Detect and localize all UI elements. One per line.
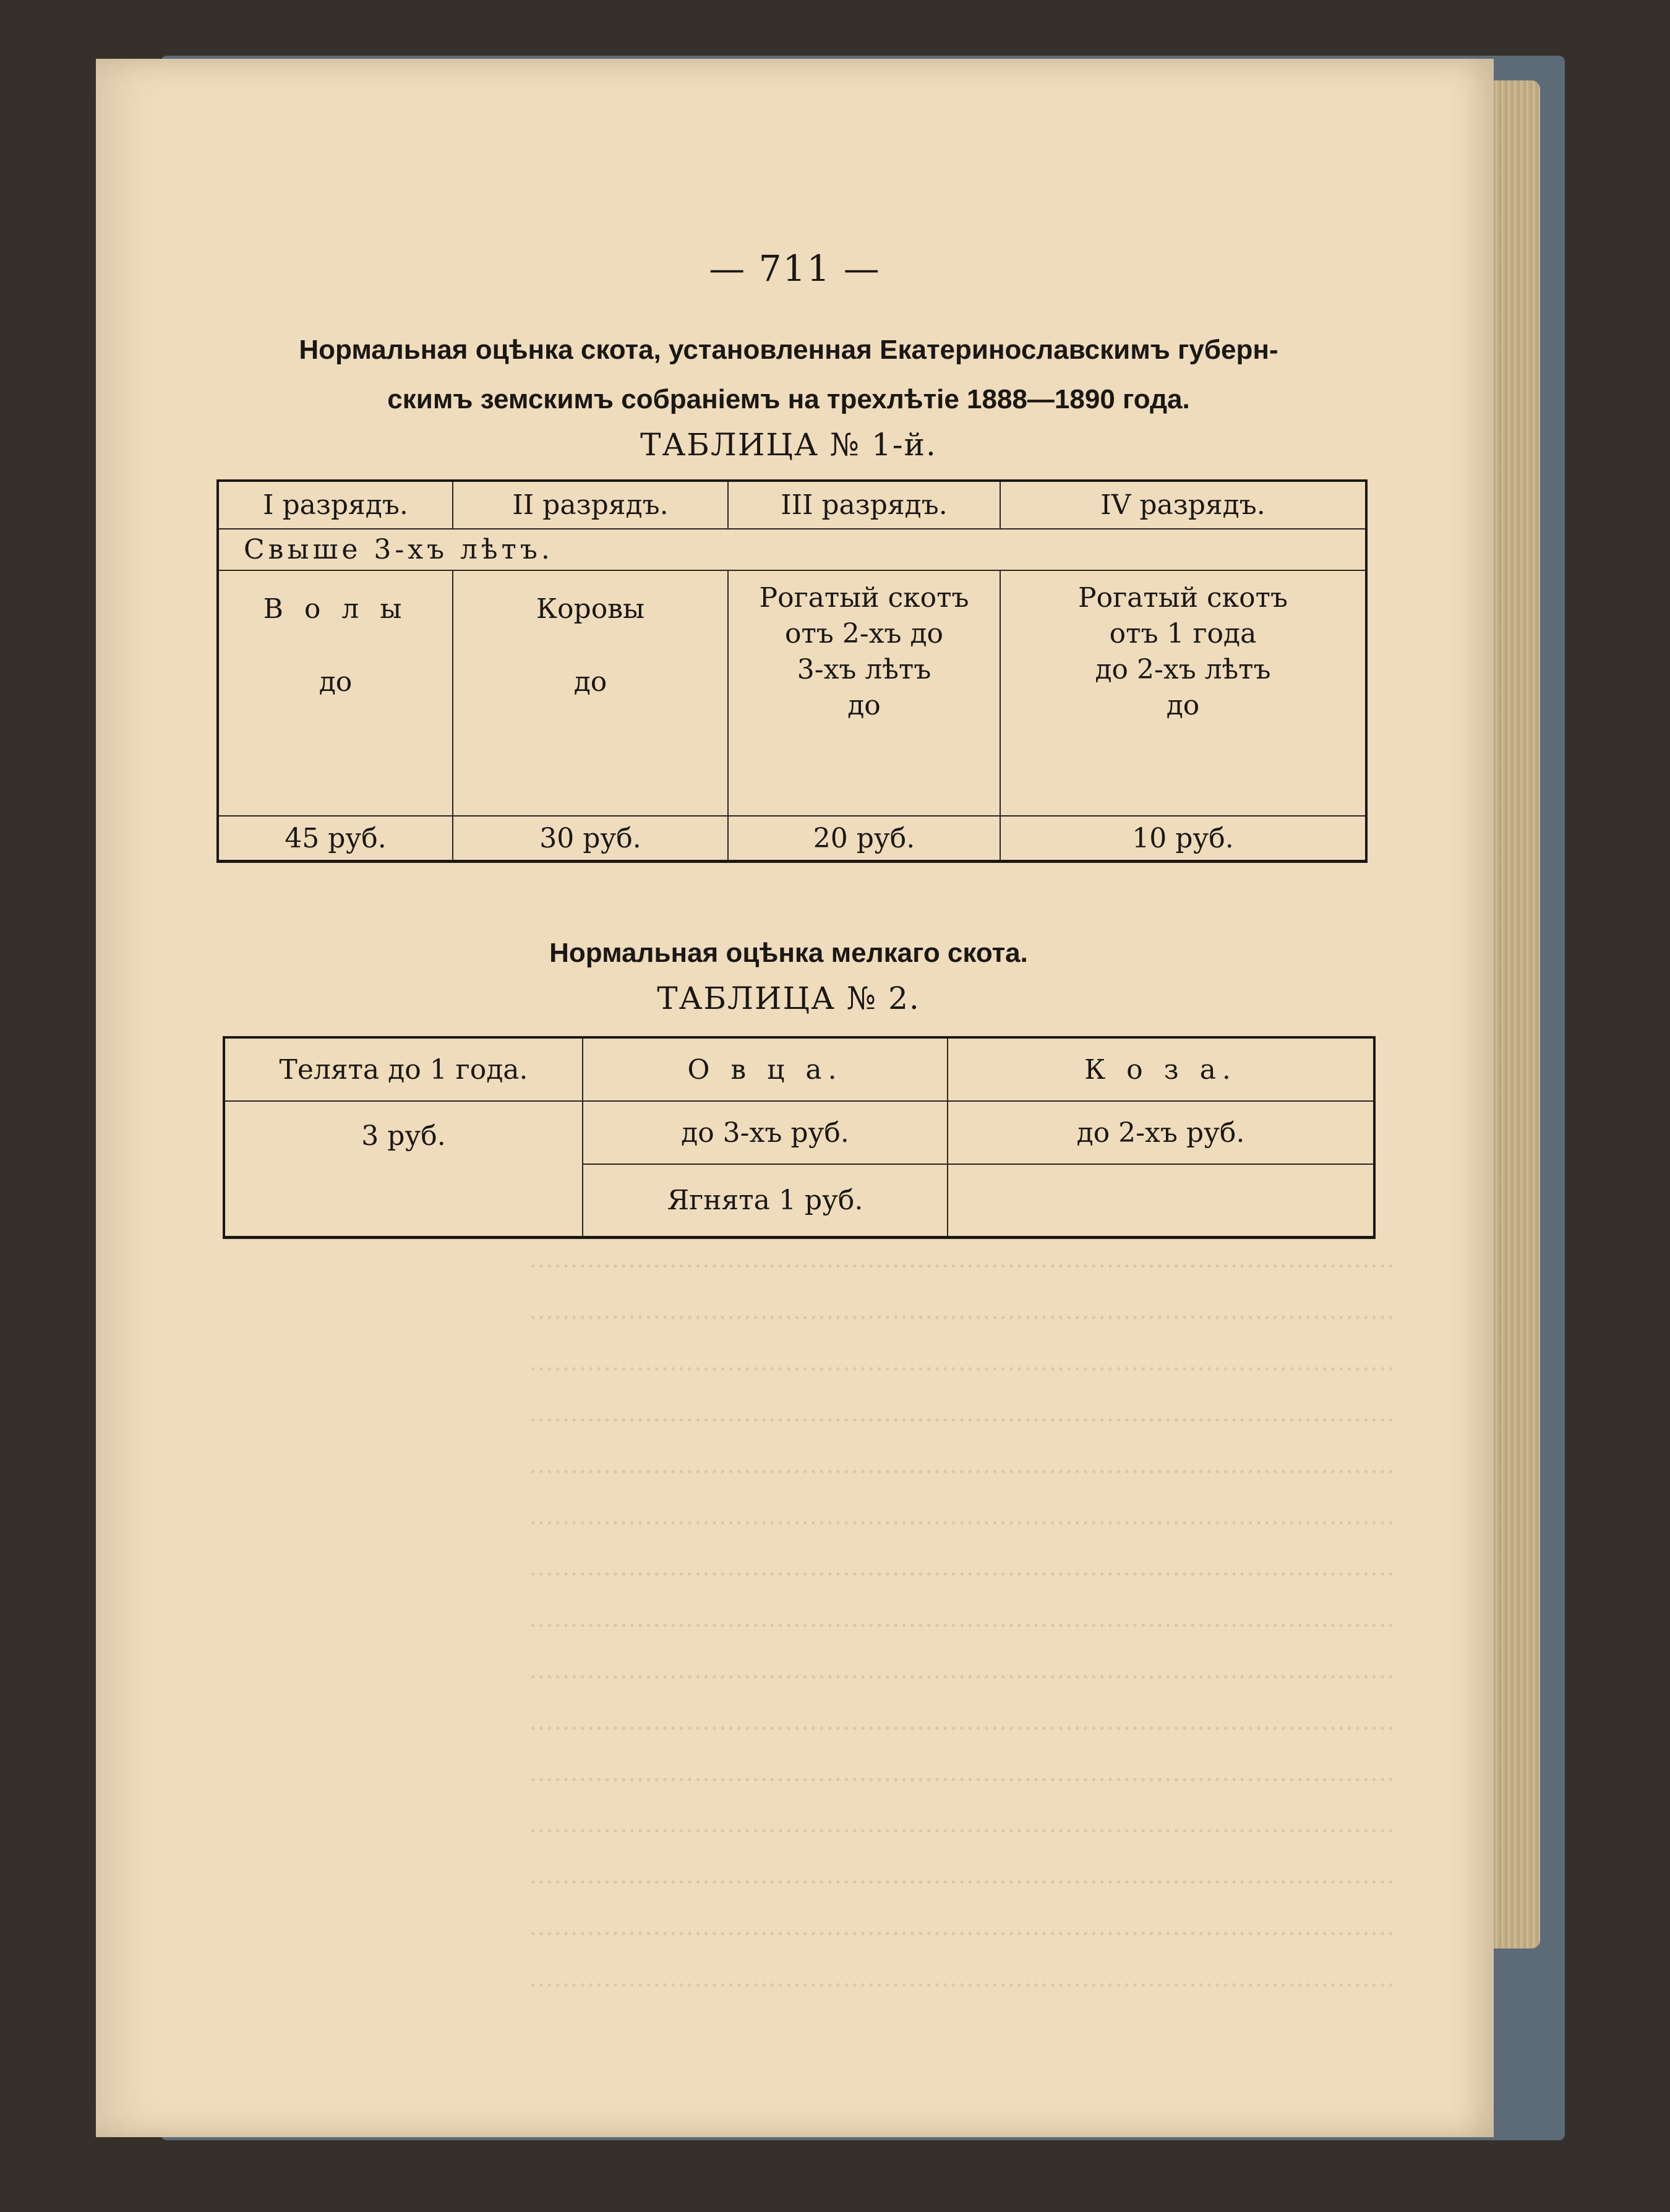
animal-name: 3-хъ лѣтъ	[797, 654, 931, 685]
price-value: 3 руб.	[361, 1120, 446, 1152]
animal-cell	[453, 570, 728, 816]
grade-cell: II разрядъ.	[453, 481, 728, 529]
price-cell: до 3-хъ руб.	[583, 1101, 948, 1164]
animal-name: Коровы	[536, 593, 644, 625]
table1-title: ТАБЛИЦА № 1-й.	[640, 427, 937, 463]
price-cell: 10 руб.	[1000, 816, 1366, 862]
animal-name: Рогатый скотъ	[759, 582, 969, 614]
empty-cell	[948, 1164, 1374, 1238]
upto-label: до	[1166, 690, 1200, 721]
header-cell: Телята до 1 года.	[224, 1037, 583, 1101]
animal-name: В о л ы	[263, 593, 408, 625]
book-page	[96, 59, 1494, 2137]
table1-age-row	[218, 529, 1366, 570]
grade-cell: IV разрядъ.	[1000, 481, 1366, 529]
table1-grade-row	[218, 481, 1366, 529]
table2	[223, 1036, 1376, 1239]
animal-name: отъ 2-хъ до	[784, 618, 944, 649]
table1	[216, 479, 1368, 863]
header-cell: К о з а.	[948, 1037, 1374, 1101]
animal-name: до 2-хъ лѣтъ	[1095, 654, 1271, 685]
price-cell: до 2-хъ руб.	[948, 1101, 1374, 1164]
price-cell: 45 руб.	[218, 816, 453, 862]
age-note: Свыше 3-хъ лѣтъ.	[218, 529, 1366, 570]
price-cell: 30 руб.	[453, 816, 728, 862]
heading-2: Нормальная оцѣнка мелкаго скота.	[549, 938, 1028, 968]
lambs-cell: Ягнята 1 руб.	[583, 1164, 948, 1238]
table2-header-row	[224, 1037, 1374, 1101]
heading-line-2: скимъ земскимъ собраніемъ на трехлѣтіе 1888—1890 года.	[387, 384, 1190, 414]
animal-cell	[728, 570, 1000, 816]
table1-price-row	[218, 816, 1366, 862]
upto-label: до	[847, 690, 881, 721]
header-cell: О в ц а.	[583, 1037, 948, 1101]
animal-cell	[1000, 570, 1366, 816]
heading-line-1: Нормальная оцѣнка скота, установленная Екатеринославскимъ губерн-	[299, 335, 1278, 365]
price-cell: 20 руб.	[728, 816, 1000, 862]
table2-price-row	[224, 1101, 1374, 1164]
animal-name: отъ 1 года	[1109, 618, 1257, 649]
table1-animal-row	[218, 570, 1366, 816]
price-cell	[224, 1101, 583, 1238]
table2-title: ТАБЛИЦА № 2.	[657, 980, 920, 1016]
grade-cell: I разрядъ.	[218, 481, 453, 529]
animal-name: Рогатый скотъ	[1077, 582, 1288, 614]
animal-cell	[218, 570, 453, 816]
bleed-through-text: …………………………………………………………………………………………… …………………………………………………………………………………………… …………………………………………………………………………………………… …………………………………………………………………………………………… …………………………………………………………………………………………… …………………………………………………………………………………………… …………………………………………………………………………………………… …………………………………………………………………………………………… …………………………………………………………………………………………… …………………………………………………………………………………………… …………………………………………………………………………………………… …………………………………………………………………………………………… …………………………………………………………………………………………… …………………………………………………………………………………………… ……………………………………………………………………………………………	[529, 1245, 1395, 1992]
grade-cell: III разрядъ.	[728, 481, 1000, 529]
upto-label: до	[573, 666, 607, 698]
page-number: — 711 —	[709, 247, 881, 289]
upto-label: до	[319, 666, 353, 698]
